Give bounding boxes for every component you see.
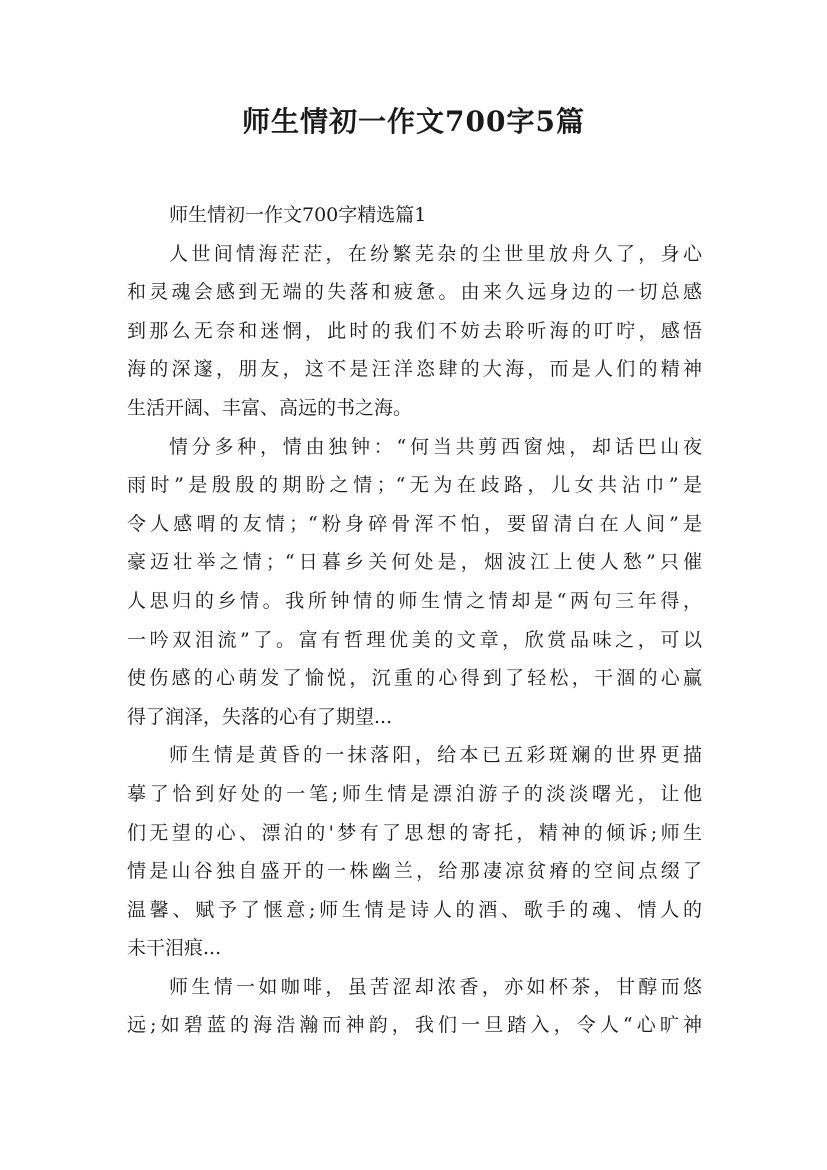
paragraph-2-line: 雨时”是殷殷的期盼之情；“无为在歧路，儿女共沾巾”是	[127, 474, 702, 497]
paragraph-3-line: 师生情是黄昏的一抹落阳，给本已五彩斑斓的世界更描	[169, 744, 702, 767]
paragraph-3-line: 们无望的心、漂泊的'梦有了思想的寄托，精神的倾诉;师生	[127, 821, 702, 844]
paragraph-2-line: 得了润泽，失落的心有了期望...	[127, 705, 393, 728]
paragraph-1-line: 和灵魂会感到无端的失落和疲惫。由来久远身边的一切总感	[127, 281, 702, 304]
paragraph-1-line: 人世间情海茫茫，在纷繁芜杂的尘世里放舟久了，身心	[169, 242, 702, 265]
paragraph-2-line: 一吟双泪流”了。富有哲理优美的文章，欣赏品味之，可以	[127, 628, 702, 651]
paragraph-3-line: 情是山谷独自盛开的一株幽兰，给那凄凉贫瘠的空间点缀了	[127, 860, 702, 883]
section-heading: 师生情初一作文700字精选篇1	[169, 204, 427, 226]
paragraph-2-line: 人思归的乡情。我所钟情的师生情之情却是“两句三年得，	[127, 589, 702, 612]
paragraph-3-line: 摹了恰到好处的一笔;师生情是漂泊游子的淡淡曙光，让他	[127, 782, 702, 805]
paragraph-2-line: 情分多种，情由独钟：“何当共剪西窗烛，却话巴山夜	[169, 435, 702, 458]
paragraph-3-line: 温馨、赋予了惬意;师生情是诗人的酒、歌手的魂、情人的	[127, 898, 702, 921]
paragraph-2-line: 使伤感的心萌发了愉悦，沉重的心得到了轻松，干涸的心赢	[127, 667, 702, 690]
paragraph-4-line: 远;如碧蓝的海浩瀚而神韵，我们一旦踏入，令人“心旷神	[127, 1014, 702, 1037]
paragraph-1-line: 生活开阔、丰富、高远的书之海。	[127, 396, 413, 419]
paragraph-1-line: 海的深邃，朋友，这不是汪洋恣肆的大海，而是人们的精神	[127, 358, 702, 381]
paragraph-3-line: 未干泪痕...	[127, 937, 222, 960]
paragraph-1-line: 到那么无奈和迷惘，此时的我们不妨去聆听海的叮咛，感悟	[127, 319, 702, 342]
article-body	[127, 196, 702, 1045]
document-title: 师生情初一作文700字5篇	[242, 105, 585, 138]
paragraph-2-line: 豪迈壮举之情；“日暮乡关何处是，烟波江上使人愁”只催	[127, 551, 702, 574]
paragraph-4-line: 师生情一如咖啡，虽苦涩却浓香，亦如杯茶，甘醇而悠	[169, 975, 702, 998]
paragraph-2-line: 令人感喟的友情；“粉身碎骨浑不怕，要留清白在人间”是	[127, 512, 702, 535]
